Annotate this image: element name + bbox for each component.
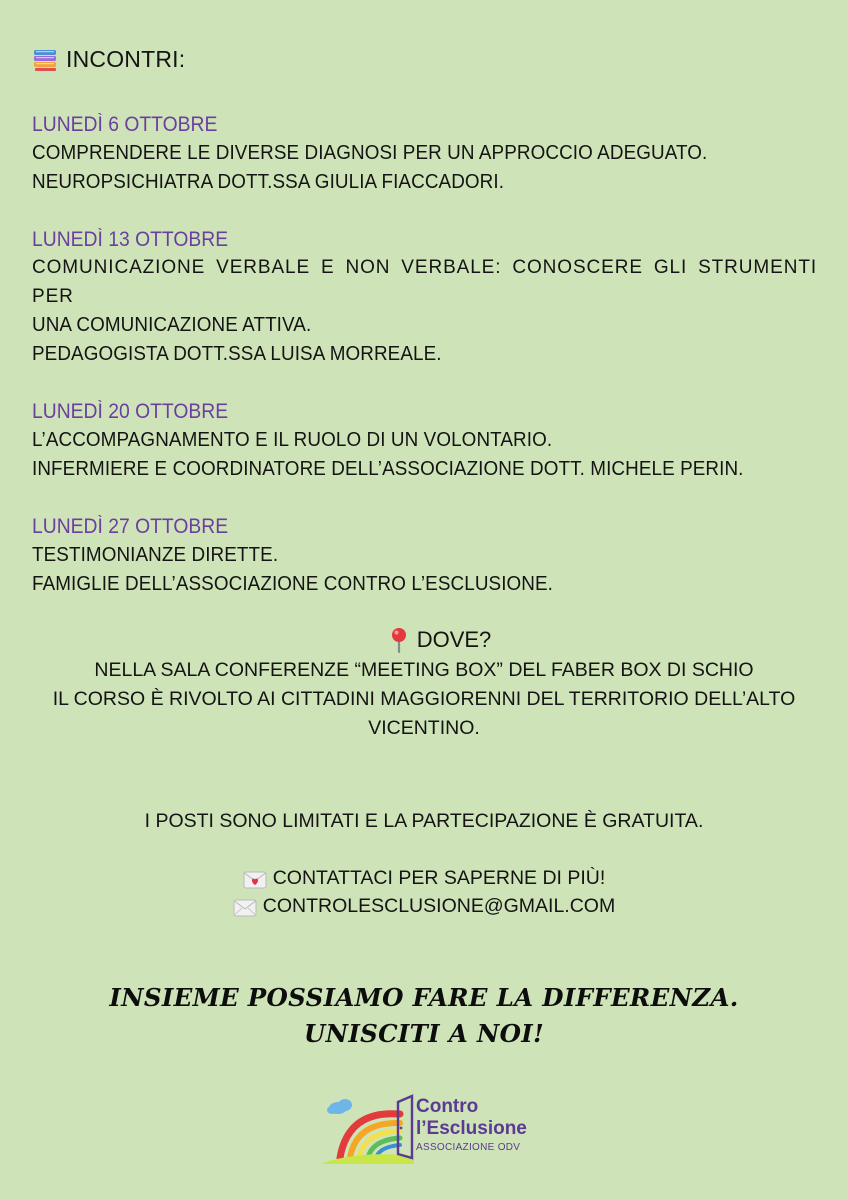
session-date: LUNEDÌ 20 OTTOBRE — [32, 400, 229, 423]
session-list — [32, 110, 822, 627]
section-heading — [32, 46, 185, 73]
logo-name-line-1: Contro — [416, 1096, 479, 1117]
session-item — [32, 225, 822, 368]
session-topic-continued: UNA COMUNICAZIONE ATTIVA. — [32, 313, 312, 336]
session-date: LUNEDÌ 27 OTTOBRE — [32, 515, 229, 538]
session-speaker: PEDAGOGISTA DOTT.SSA LUISA MORREALE. — [32, 341, 442, 365]
contact-email-row — [0, 892, 848, 920]
session-topic: COMUNICAZIONE VERBALE E NON VERBALE: CONOSCERE GLI STRUMENTI PER — [32, 257, 817, 307]
location-title-label: DOVE? — [416, 627, 492, 652]
notice-text: I POSTI SONO LIMITATI E LA PARTECIPAZIONE È GRATUITA. — [144, 810, 704, 832]
location-title — [32, 624, 848, 656]
motto-line-1: INSIEME POSSIAMO FARE LA DIFFERENZA. — [109, 983, 739, 1012]
session-topic: L’ACCOMPAGNAMENTO E IL RUOLO DI UN VOLONTARIO. — [32, 428, 553, 451]
logo-subtitle: ASSOCIAZIONE ODV — [416, 1142, 521, 1153]
contact-section — [0, 864, 848, 920]
contact-email[interactable]: CONTROLESCLUSIONE@GMAIL.COM — [262, 895, 616, 917]
love-letter-icon — [243, 869, 267, 887]
motto — [0, 980, 848, 1052]
location-audience: IL CORSO È RIVOLTO AI CITTADINI MAGGIORENNI DEL TERRITORIO DELL’ALTO VICENTINO. — [52, 688, 796, 739]
session-date: LUNEDÌ 6 OTTOBRE — [32, 113, 218, 136]
motto-line-2: UNISCITI A NOI! — [303, 1019, 545, 1048]
logo-text — [416, 1096, 527, 1153]
session-item — [32, 397, 822, 483]
session-item — [32, 512, 822, 598]
contact-cta-row — [0, 864, 848, 892]
location-section — [0, 624, 848, 743]
rainbow-logo-icon — [318, 1092, 418, 1172]
location-venue: NELLA SALA CONFERENZE “MEETING BOX” DEL FABER BOX DI SCHIO — [94, 659, 754, 681]
session-date: LUNEDÌ 13 OTTOBRE — [32, 228, 229, 251]
books-icon — [32, 47, 58, 73]
session-item — [32, 110, 822, 196]
session-speaker: INFERMIERE E COORDINATORE DELL’ASSOCIAZIONE DOTT. MICHELE PERIN. — [32, 456, 744, 480]
contact-cta: CONTATTACI PER SAPERNE DI PIÙ! — [272, 867, 606, 889]
session-speaker: NEUROPSICHIATRA DOTT.SSA GIULIA FIACCADORI. — [32, 169, 505, 193]
logo-name-line-2: l’Esclusione — [416, 1118, 527, 1139]
heading-label: INCONTRI: — [66, 46, 186, 72]
association-logo — [318, 1092, 548, 1172]
session-topic: COMPRENDERE LE DIVERSE DIAGNOSI PER UN APPROCCIO ADEGUATO. — [32, 141, 708, 164]
pin-icon — [389, 627, 409, 653]
envelope-icon — [233, 897, 257, 915]
session-topic: TESTIMONIANZE DIRETTE. — [32, 543, 279, 566]
session-speaker: FAMIGLIE DELL’ASSOCIAZIONE CONTRO L’ESCLUSIONE. — [32, 571, 554, 595]
